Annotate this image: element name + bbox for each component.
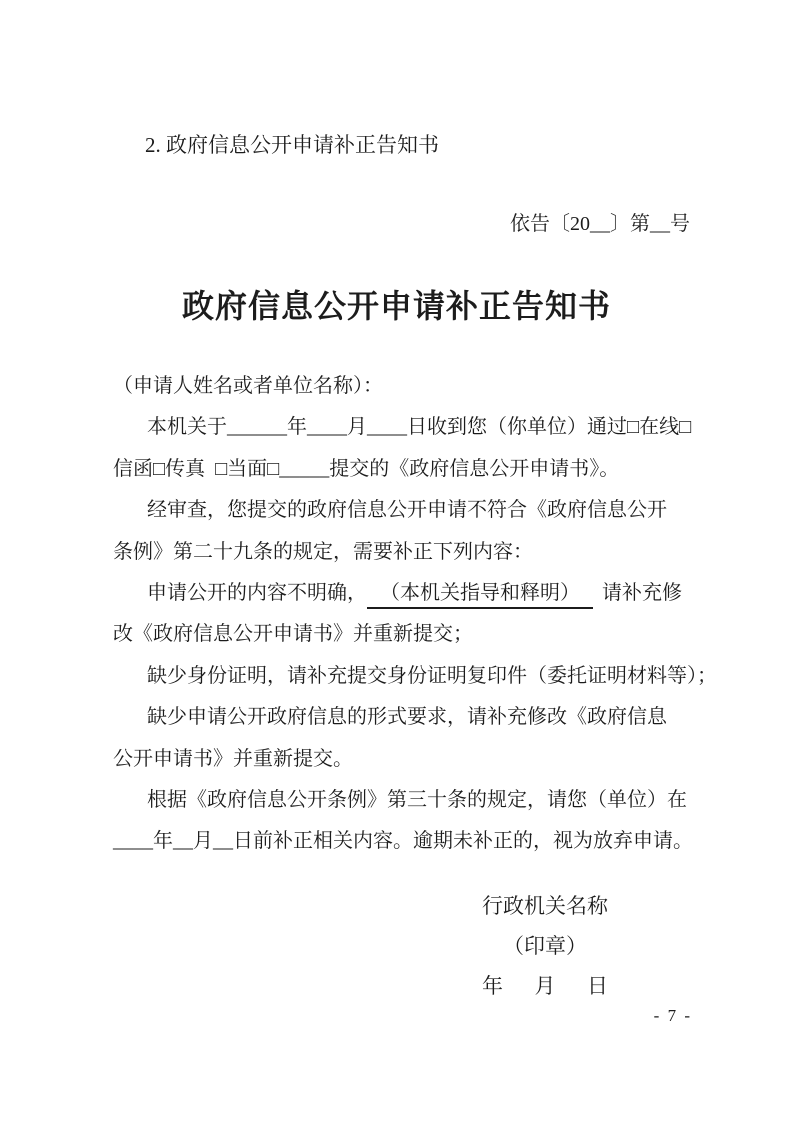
signature-date-line: 年 月 日 xyxy=(482,974,608,998)
body-line-item3-2: 公开申请书》并重新提交。 xyxy=(113,747,353,770)
document-reference-number: 依告〔20__〕第__号 xyxy=(510,213,690,235)
body-line-review-1: 经审查，您提交的政府信息公开申请不符合《政府信息公开 xyxy=(147,499,667,522)
document-title: 政府信息公开申请补正告知书 xyxy=(181,288,611,324)
seal-placeholder: （印章） xyxy=(503,934,587,958)
body-line-item2: 缺少身份证明，请补充提交身份证明复印件（委托证明材料等）； xyxy=(147,664,717,687)
page-number: - 7 - xyxy=(653,1006,692,1025)
signing-agency-name: 行政机关名称 xyxy=(482,894,608,918)
body-line-receipt-2: 信函□传真 □当面□_____提交的《政府信息公开申请书》。 xyxy=(113,457,620,480)
item1-suffix-text: 请补充修 xyxy=(602,582,682,605)
body-line-deadline-2: ____年__月__日前补正相关内容。逾期未补正的，视为放弃申请。 xyxy=(113,830,693,853)
body-line-review-2: 条例》第二十九条的规定，需要补正下列内容： xyxy=(113,540,533,563)
addressee-line: （申请人姓名或者单位名称）： xyxy=(113,375,383,397)
item1-prefix-text: 申请公开的内容不明确， xyxy=(147,582,367,605)
body-line-item1-1 xyxy=(113,573,753,614)
body-line-item1-2: 改《政府信息公开申请书》并重新提交； xyxy=(113,623,473,646)
item1-filled-blank: （本机关指导和释明） xyxy=(367,579,593,609)
body-line-deadline-1: 根据《政府信息公开条例》第三十条的规定，请您（单位）在 xyxy=(147,789,687,812)
document-body xyxy=(113,366,753,863)
signature-block xyxy=(420,886,670,1006)
body-line-item3-1: 缺少申请公开政府信息的形式要求，请补充修改《政府信息 xyxy=(147,706,667,729)
attachment-section-heading: 2. 政府信息公开申请补正告知书 xyxy=(145,133,439,157)
body-line-receipt-1: 本机关于______年____月____日收到您（你单位）通过□在线□ xyxy=(147,416,692,439)
